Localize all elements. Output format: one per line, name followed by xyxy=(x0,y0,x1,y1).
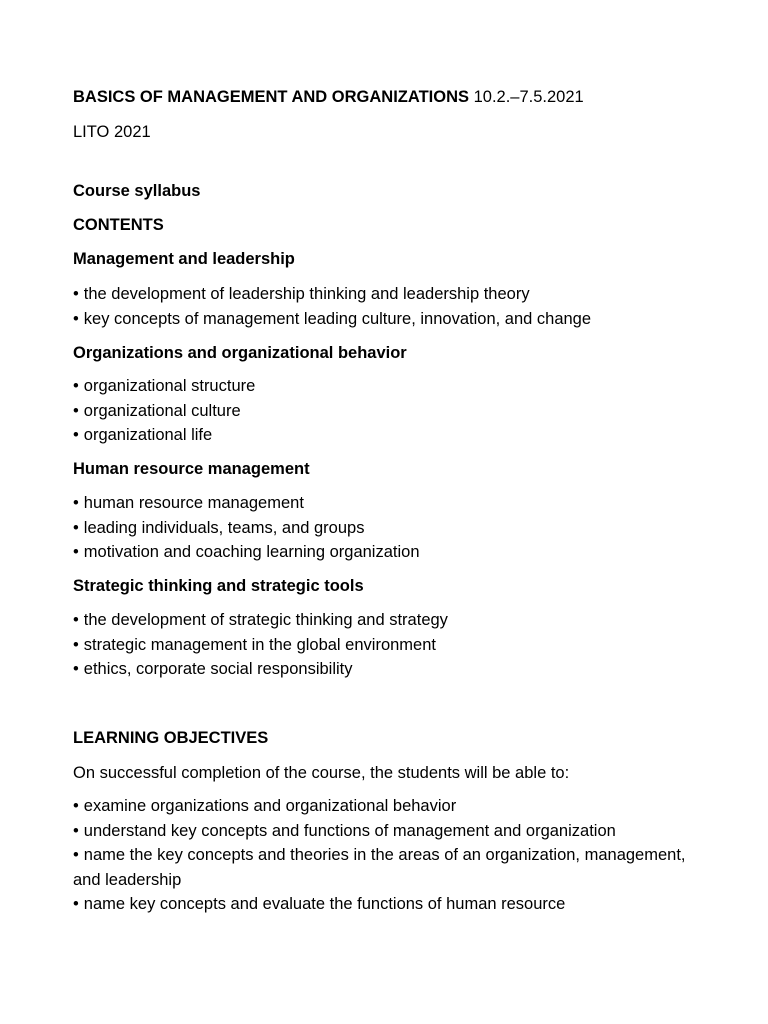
list-item: • the development of strategic thinking and strategy xyxy=(73,611,448,629)
section-heading-management-leadership: Management and leadership xyxy=(73,250,295,268)
list-item: • name the key concepts and theories in the areas of an organization, management, and leadership xyxy=(73,846,686,889)
list-item: • human resource management xyxy=(73,494,304,512)
learning-objectives-intro: On successful completion of the course, the students will be able to: xyxy=(73,764,570,782)
bullet-mark: • xyxy=(73,426,79,444)
bullet-mark: • xyxy=(73,309,79,328)
list-item: • examine organizations and organizational behavior xyxy=(73,797,457,815)
learning-objectives-list xyxy=(73,794,693,917)
section-heading-hrm: Human resource management xyxy=(73,460,310,478)
bullet-mark: • xyxy=(73,821,79,840)
list-item: • organizational life xyxy=(73,426,213,444)
list-item: • leading individuals, teams, and groups xyxy=(73,518,365,537)
contents-heading: CONTENTS xyxy=(73,216,164,234)
course-term: LITO 2021 xyxy=(73,123,151,141)
list-item: • strategic management in the global environment xyxy=(73,635,436,654)
section-list-organizations xyxy=(73,374,255,448)
course-dates: 10.2.–7.5.2021 xyxy=(473,88,584,106)
bullet-mark: • xyxy=(73,494,79,512)
list-item: • name key concepts and evaluate the functions of human resource xyxy=(73,895,566,913)
bullet-mark: • xyxy=(73,797,79,815)
document-title xyxy=(73,88,584,107)
list-item: • motivation and coaching learning organization xyxy=(73,543,420,561)
bullet-mark: • xyxy=(73,635,79,654)
bullet-mark: • xyxy=(73,611,79,629)
section-list-strategic xyxy=(73,608,448,682)
learning-objectives-heading: LEARNING OBJECTIVES xyxy=(73,729,269,747)
syllabus-label: Course syllabus xyxy=(73,182,201,200)
section-heading-organizations: Organizations and organizational behavior xyxy=(73,344,407,362)
section-list-management-leadership xyxy=(73,282,591,331)
bullet-mark: • xyxy=(73,401,79,420)
section-list-hrm xyxy=(73,491,420,565)
bullet-mark: • xyxy=(73,377,79,395)
list-item: • the development of leadership thinking and leadership theory xyxy=(73,285,530,303)
list-item: • ethics, corporate social responsibility xyxy=(73,660,353,678)
bullet-mark: • xyxy=(73,518,79,537)
list-item: • organizational structure xyxy=(73,377,256,395)
list-item: • organizational culture xyxy=(73,401,241,420)
bullet-mark: • xyxy=(73,660,79,678)
bullet-mark: • xyxy=(73,895,79,913)
list-item: • understand key concepts and functions of management and organization xyxy=(73,821,616,840)
list-item: • key concepts of management leading culture, innovation, and change xyxy=(73,309,592,328)
bullet-mark: • xyxy=(73,285,79,303)
bullet-mark: • xyxy=(73,543,79,561)
section-heading-strategic: Strategic thinking and strategic tools xyxy=(73,577,364,595)
bullet-mark: • xyxy=(73,846,79,864)
course-title: BASICS OF MANAGEMENT AND ORGANIZATIONS xyxy=(73,88,469,106)
